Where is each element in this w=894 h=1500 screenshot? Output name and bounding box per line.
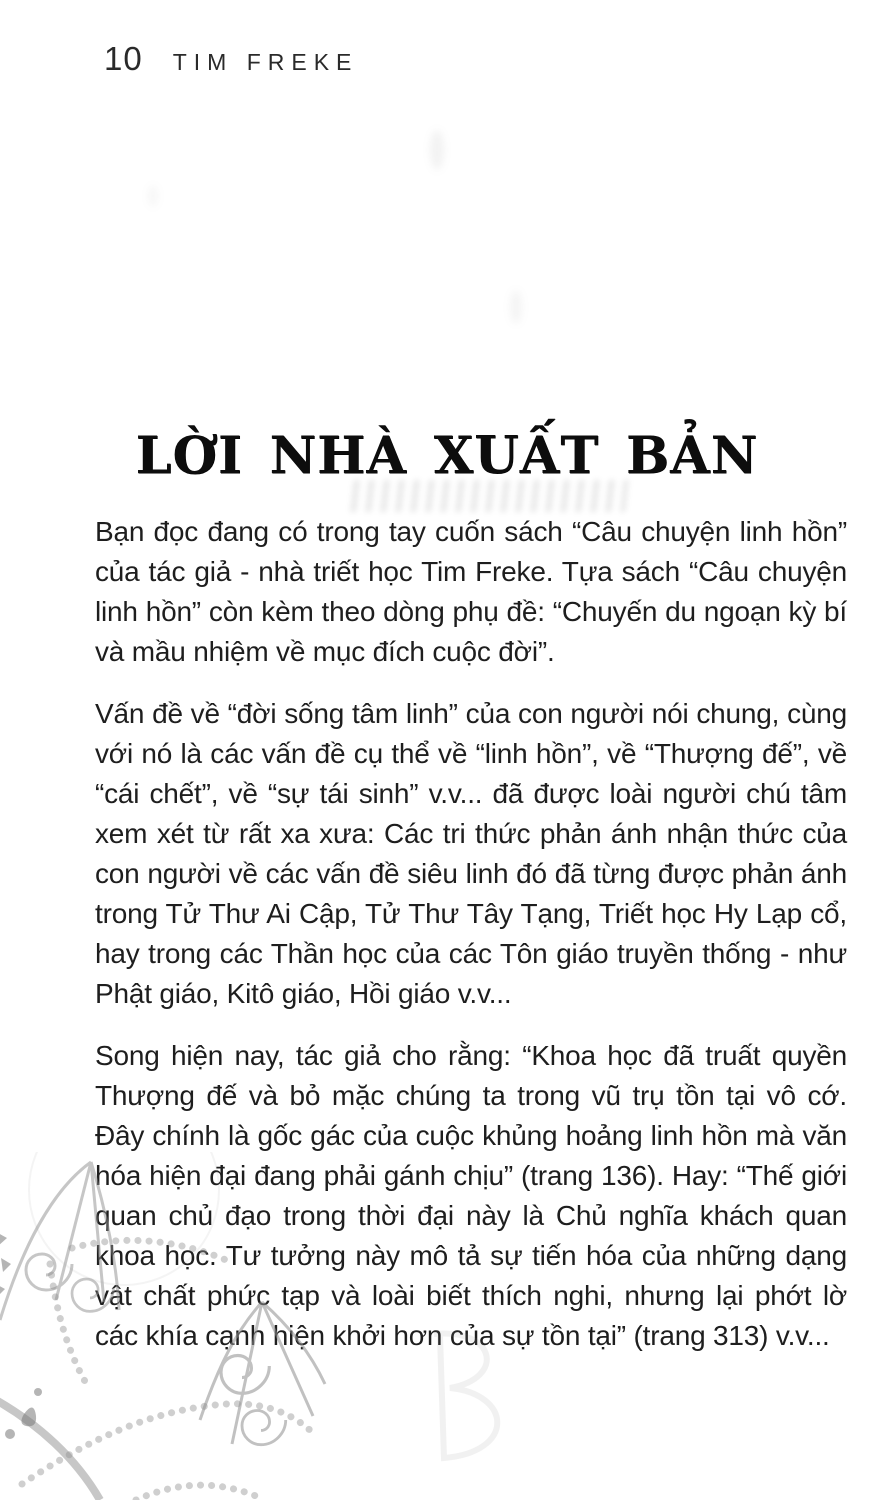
scan-smudge (510, 290, 522, 324)
page-number: 10 (104, 40, 143, 77)
body-text (95, 512, 847, 1378)
body-paragraph: Bạn đọc đang có trong tay cuốn sách “Câu chuyện linh hồn” của tác giả - nhà triết học Tim Freke. Tựa sách “Câu chuyện linh hồn” còn kèm theo dòng phụ đề: “Chuyến du ngoạn kỳ bí và mầu nhiệm về mục đích cuộc đời”. (95, 516, 847, 667)
scan-smudge (148, 185, 158, 207)
page-header (104, 40, 358, 78)
scan-smudge (430, 130, 444, 170)
running-header-author: TIM FREKE (172, 49, 359, 75)
body-paragraph: Vấn đề về “đời sống tâm linh” của con người nói chung, cùng với nó là các vấn đề cụ thể về “linh hồn”, về “Thượng đế”, về “cái chết”, về “sự tái sinh” v.v... đã được loài người chú tâm xem xét từ rất xa xưa: Các tri thức phản ánh nhận thức của con người về các vấn đề siêu linh đó đã từng được phản ánh trong Tử Thư Ai Cập, Tử Thư Tây Tạng, Triết học Hy Lạp cổ, hay trong các Thần học của các Tôn giáo truyền thống - như Phật giáo, Kitô giáo, Hồi giáo v.v... (95, 698, 847, 1009)
page-title: LỜI NHÀ XUẤT BẢN (135, 426, 759, 487)
body-paragraph: Song hiện nay, tác giả cho rằng: “Khoa học đã truất quyền Thượng đế và bỏ mặc chúng ta trong vũ trụ tồn tại vô cớ. Đây chính là gốc gác của cuộc khủng hoảng linh hồn mà văn hóa hiện đại đang phải gánh chịu” (trang 136). Hay: “Thế giới quan chủ đạo trong thời đại này là Chủ nghĩa khách quan khoa học. Tư tưởng này mô tả sự tiến hóa của những dạng vật chất phức tạp và loài biết thích nghi, nhưng lại phớt lờ các khía cạnh hiện khởi hơn của sự tồn tại” (trang 313) v.v... (95, 1040, 847, 1351)
